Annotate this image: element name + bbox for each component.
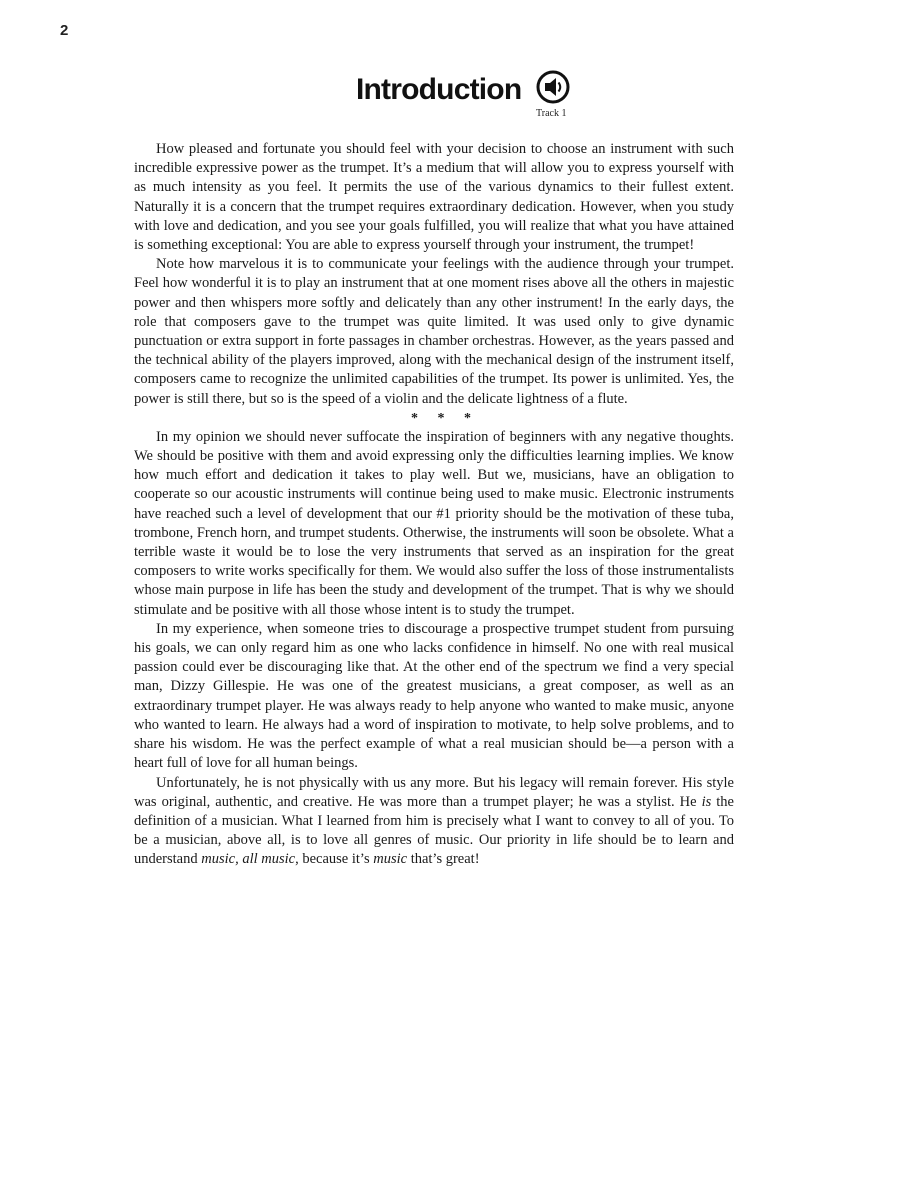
text-run: that’s great! <box>407 851 480 868</box>
page-heading <box>0 70 900 130</box>
body-text <box>134 140 734 870</box>
paragraph: In my experience, when someone tries to discourage a prospective trumpet student from pursuing his goals, we can only regard him as one who lacks confidence in himself. No one with real musical passion could ever be discouraging like that. At the other end of the spectrum we find a very special man, Dizzy Gillespie. He was one of the greatest musicians, a great composer, as well as an extraordinary trumpet player. He was always ready to help anyone who wanted to make music, anyone who wanted to learn. He always had a word of inspiration to motivate, to help solve problems, and to share his wisdom. He was the perfect example of what a real musician should be—a person with a heart full of love for all human beings. <box>134 620 734 772</box>
speaker-track-icon <box>536 70 570 104</box>
text-run: Unfortunately, he is not physically with us any more. But his legacy will remain forever. His style was original, authentic, and creative. He was more than a trumpet player; he was a stylist. He <box>134 774 734 810</box>
emphasis-text: music, all music <box>201 851 296 868</box>
emphasis-text: music <box>373 851 408 868</box>
audio-track-badge[interactable] <box>532 70 572 122</box>
section-separator: * * * <box>411 410 479 426</box>
track-label: Track 1 <box>536 108 567 119</box>
page-number: 2 <box>60 22 69 39</box>
paragraph: How pleased and fortunate you should feel with your decision to choose an instrument with such incredible expressive power as the trumpet. It’s a medium that will allow you to express yourself with as much intensity as you feel. It permits the use of the various dynamics to their fullest extent. Naturally it is a concern that the trumpet requires extraordinary dedication. However, when you study with love and dedication, and you see your goals fulfilled, you will realize that what you have attained is something exceptional: You are able to express yourself through your instrument, the trumpet! <box>134 141 734 254</box>
text-run: the definition of a musician. What I learned from him is precisely what I want to convey to all of you. To be a musician, above all, is to love all genres of music. Our priority in life should be to learn and understand <box>134 793 734 868</box>
paragraph: Note how marvelous it is to communicate your feelings with the audience through your trumpet. Feel how wonderful it is to play an instrument that at one moment rises above all the others in majestic power and then whispers more softly and delicately than any other instrument! In the early days, the role that composers gave to the trumpet was quite limited. It was used only to give dynamic punctuation or extra support in forte passages in chamber orchestras. However, as the years passed and the technical ability of the players improved, along with the mechanical design of the instrument itself, composers came to recognize the unlimited capabilities of the trumpet. Its power is unlimited. Yes, the power is still there, but so is the speed of a violin and the delicate lightness of a flute. <box>134 256 734 407</box>
page-title: Introduction <box>356 73 522 106</box>
text-run: , because it’s <box>295 851 374 868</box>
emphasis-text: is <box>701 793 712 810</box>
paragraph: In my opinion we should never suffocate the inspiration of beginners with any negative thoughts. We should be positive with them and avoid expressing only the difficulties learning implies. We know how much effort and dedication it takes to play well. But we, musicians, have an obligation to cooperate so our acoustic instruments will continue being used to make music. Electronic instruments have reached such a level of development that our #1 priority should be the motivation of these tuba, trombone, French horn, and trumpet students. Otherwise, the instruments will soon be obsolete. What a terrible waste it would be to lose the very instruments that served as an inspiration for the great composers to write works specifically for them. We would also suffer the loss of those instrumentalists whose main purpose in life has been the study and development of the trumpet. That is why we should stimulate and be positive with all those whose intent is to study the trumpet. <box>134 428 734 618</box>
paragraph <box>134 774 734 870</box>
